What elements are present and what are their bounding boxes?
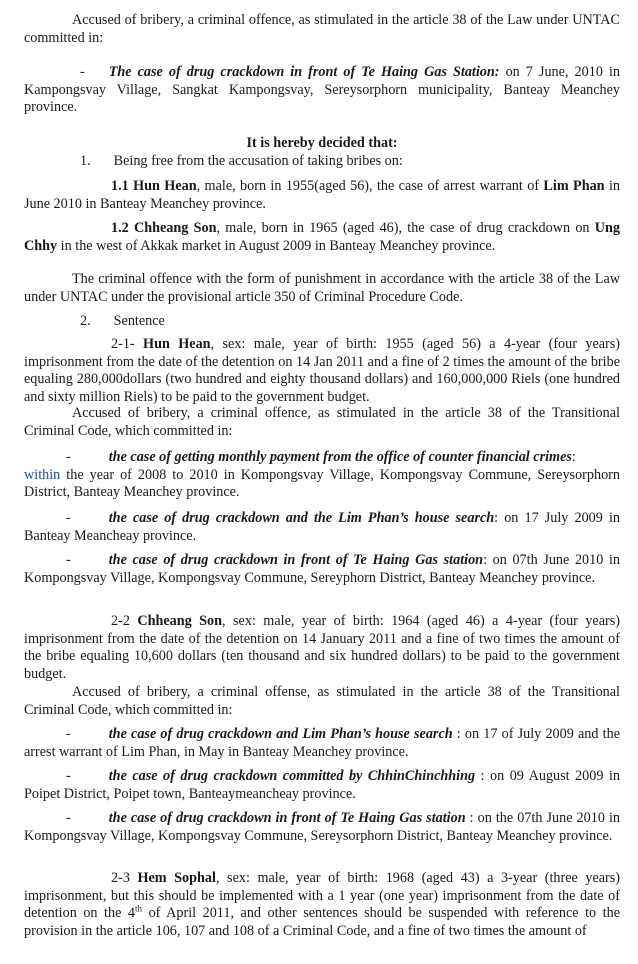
offence-text: The criminal offence with the form of punishment in accordance with the article 38 of the Law under UNTAC under the provisional article 350 of Criminal Procedure Code. xyxy=(24,271,620,305)
case-title: The case of drug crackdown in front of Te Haing Gas Station: xyxy=(108,64,500,80)
accused-2-text: Accused of bribery, a criminal offence, as stimulated in the article 38 of the Transitional Criminal Code, which committed in: xyxy=(24,405,620,439)
case-title: the case of drug crackdown in front of Te Haing Gas station xyxy=(108,552,484,568)
accused-paragraph-2 xyxy=(24,405,620,440)
sentence-2-3-name: Hem Sophal xyxy=(137,870,216,886)
item-2-number: 2. xyxy=(80,313,91,329)
case-chhinchinchhing xyxy=(24,768,620,803)
item-1-2-text-end: in the west of Akkak market in August 2009 in Banteay Meanchey province. xyxy=(57,237,496,254)
item-1-2 xyxy=(24,220,620,255)
sentence-2-1-text: , sex: male, year of birth: 1955 (aged 56) a 4-year (four years) imprisonment from the date of the detention on 14 Jan 2011 and a fine of 2 times the amount of the bribe equaling 280,000dollars (two hundred and eighty thousand dollars) and 160,000,000 Riels (one hundred and sixty million Riels) to be paid to the government budget. xyxy=(24,336,621,405)
case-details: : on the 07th June 2010 in Kompongsvay Village, Kompongsvay Commune, Sereysorphorn District, Banteay Meanchey province. xyxy=(24,810,620,844)
bullet-dash: - xyxy=(80,64,85,80)
case-details: on 7 June, 2010 in Kampongsvay Village, Sangkat Kampongsvay, Sereysorphorn municipality, Banteay Meanchey province. xyxy=(24,64,620,115)
bullet-dash: - xyxy=(66,768,71,784)
item-1-1 xyxy=(24,178,620,213)
bullet-dash: - xyxy=(66,810,71,826)
item-2-label: Sentence xyxy=(113,313,165,329)
case-details: the year of 2008 to 2010 in Kompongsvay Village, Kompongsvay Commune, Sereysorphorn District, Banteay Meanchey province. xyxy=(24,466,620,500)
sentence-2-2 xyxy=(24,613,620,683)
item-1-1-text-end: in June 2010 in Banteay Meanchey province. xyxy=(24,178,620,212)
within-word: within xyxy=(24,466,61,483)
sentence-2-3 xyxy=(24,870,620,940)
case-details: : on 09 August 2009 in Poipet District, Poipet town, Banteaymeancheay province. xyxy=(24,768,620,802)
case-lim-phan-search xyxy=(24,510,620,545)
case-details: : on 07th June 2010 in Kompongsvay Village, Kompongsvay Commune, Sereyphorn District, Banteay Meanchey province. xyxy=(24,552,620,586)
case-lim-phan-search-2 xyxy=(24,726,620,761)
sentence-2-2-text: , sex: male, year of birth: 1964 (aged 46) a 4-year (four years) imprisonment from the date of the detention on 14 January 2011 and a fine of two times the amount of the bribe equaling 10,600 dollars (ten thousand and six hundred dollars) to be paid to the government budget. xyxy=(24,613,620,682)
accused-text: Accused of bribery, a criminal offence, as stimulated in the article 38 of the Law under UNTAC committed in: xyxy=(24,12,620,46)
item-1-2-person: Ung Chhy xyxy=(24,220,620,254)
bullet-dash: - xyxy=(66,726,71,742)
item-1-2-name: 1.2 Chheang Son xyxy=(111,220,217,236)
case-te-haing-3 xyxy=(24,810,620,845)
case-title: the case of drug crackdown and the Lim Phan’s house search xyxy=(108,510,495,526)
sentence-2-3-text-end: of April 2011, and other sentences should be suspended with reference to the provision in the article 106, 107 and 108 of a Criminal Code, and a fine of two times the amount of xyxy=(24,905,620,939)
sentence-2-1-name: Hun Hean xyxy=(143,336,211,352)
case-title: the case of getting monthly payment from the office of counter financial crimes xyxy=(108,449,572,465)
item-1-1-name: 1.1 Hun Hean xyxy=(111,178,197,194)
sentence-2-2-number: 2-2 xyxy=(111,613,138,629)
case-details: : on 17 of July 2009 and the arrest warrant of Lim Phan, in May in Banteay Meanchey province. xyxy=(24,726,620,760)
case-title: the case of drug crackdown in front of Te Haing Gas station xyxy=(108,810,466,826)
item-1 xyxy=(24,153,620,171)
sentence-2-1 xyxy=(24,336,620,406)
sentence-2-2-name: Chheang Son xyxy=(137,613,223,629)
accused-3-text: Accused of bribery, a criminal offense, as stimulated in the article 38 of the Transitional Criminal Code, which committed in: xyxy=(24,684,620,718)
case-te-haing-paragraph xyxy=(24,64,620,117)
bullet-dash: - xyxy=(66,552,71,568)
decision-heading xyxy=(24,135,620,153)
case-te-haing-2 xyxy=(24,552,620,587)
case-monthly-payment xyxy=(24,449,620,502)
item-2 xyxy=(24,313,620,331)
sentence-2-3-text: , sex: male, year of birth: 1968 (aged 43) a 3-year (three years) imprisonment, but this should be implemented with a 1 year (one year) imprisonment from the date of detention on the 4 xyxy=(24,870,621,921)
case-colon: : xyxy=(571,449,576,465)
item-1-2-text: , male, born in 1965 (aged 46), the case of drug crackdown on xyxy=(216,220,595,236)
bullet-dash: - xyxy=(66,449,71,465)
item-1-1-person: Lim Phan xyxy=(543,178,605,194)
item-1-1-text: , male, born in 1955(aged 56), the case of arrest warrant of xyxy=(196,178,544,194)
case-title: the case of drug crackdown committed by ChhinChinchhing xyxy=(108,768,476,784)
accused-paragraph-1 xyxy=(24,12,620,47)
item-1-label: Being free from the accusation of taking bribes on: xyxy=(113,153,403,169)
sentence-2-3-number: 2-3 xyxy=(111,870,138,886)
decision-heading-text: It is hereby decided that: xyxy=(246,135,398,151)
bullet-dash: - xyxy=(66,510,71,526)
accused-paragraph-3 xyxy=(24,684,620,719)
case-details: : on 17 July 2009 in Banteay Meancheay province. xyxy=(24,510,620,544)
sentence-2-1-number: 2-1- xyxy=(111,336,144,352)
case-title: the case of drug crackdown and Lim Phan’s house search xyxy=(108,726,453,742)
ordinal-suffix: th xyxy=(135,903,143,914)
item-1-number: 1. xyxy=(80,153,91,169)
offence-paragraph xyxy=(24,271,620,306)
